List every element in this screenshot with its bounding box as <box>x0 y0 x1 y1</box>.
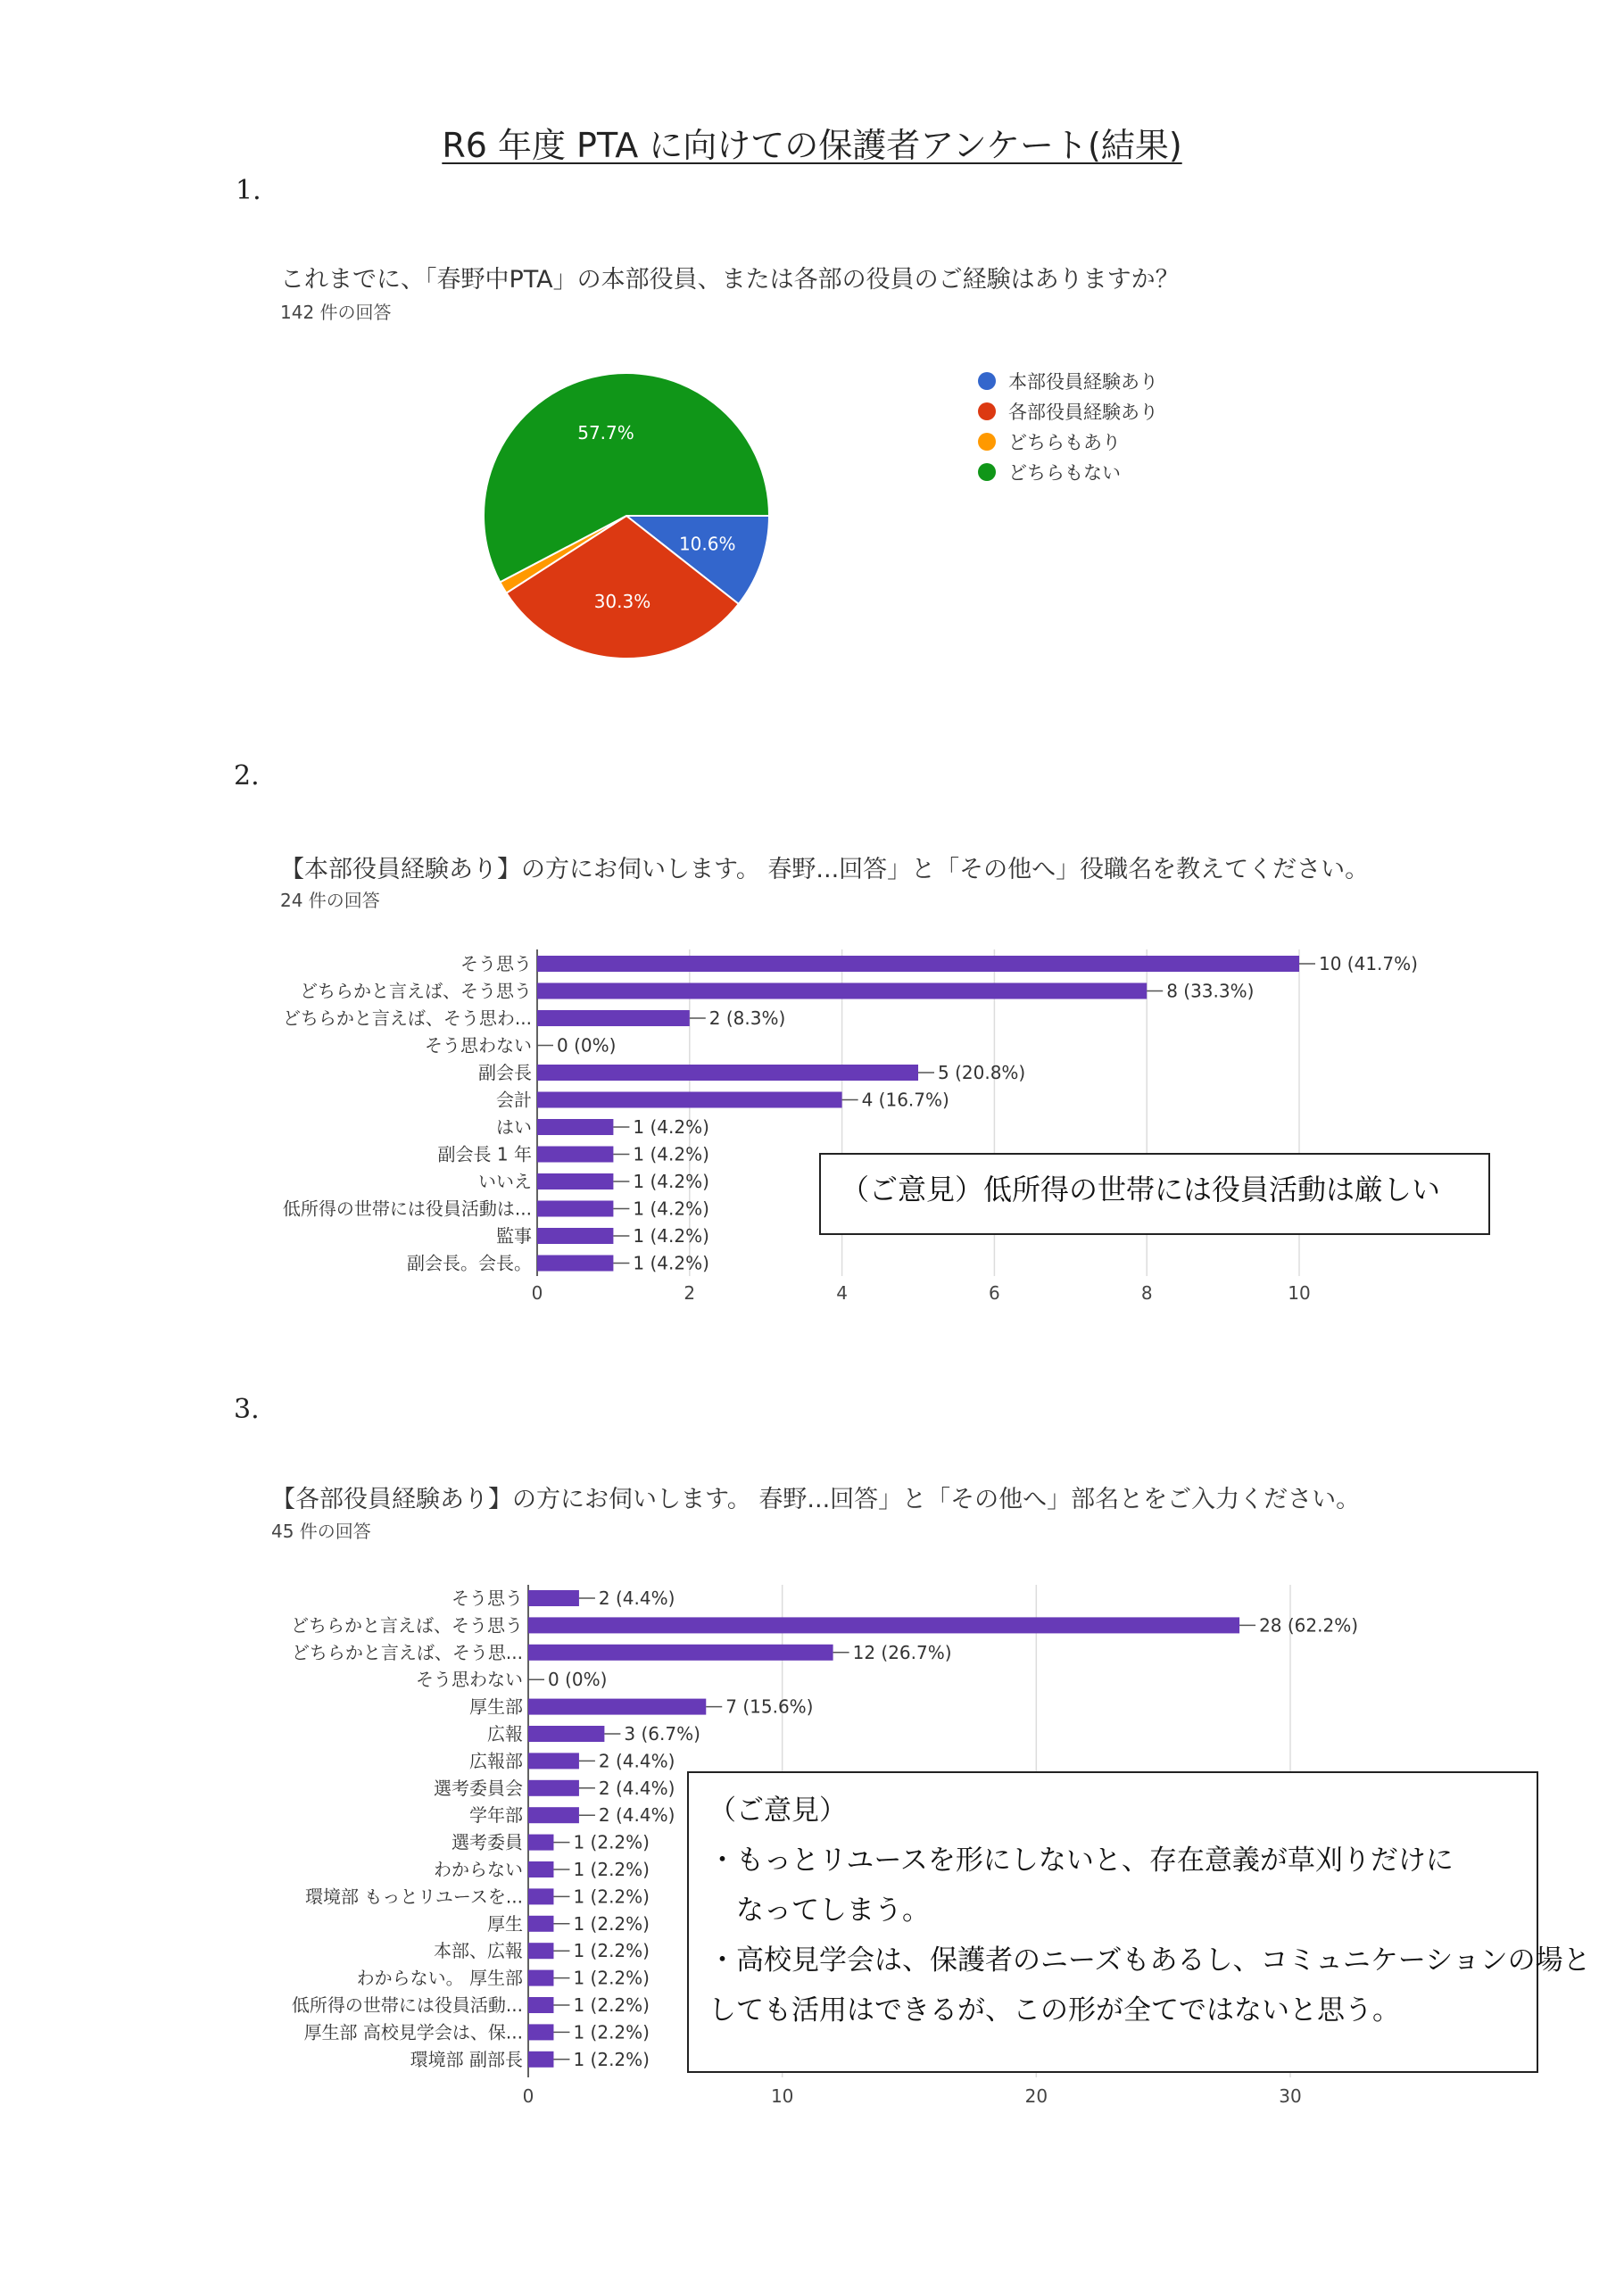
pie-chart <box>0 339 1624 714</box>
x-tick-label: 10 <box>770 2085 794 2106</box>
bar <box>528 1888 553 1904</box>
bar <box>528 2024 553 2040</box>
bar-data-label: 0 (0%) <box>548 1669 608 1691</box>
bar <box>528 1753 579 1769</box>
y-tick-label: 選考委員 <box>452 1831 523 1853</box>
bar <box>528 1835 553 1851</box>
y-tick-label: 環境部 副部長 <box>410 2048 523 2070</box>
bar <box>537 1065 918 1081</box>
question-2-response-count: 24 件の回答 <box>280 890 380 911</box>
y-tick-label: 本部、広報 <box>434 1940 523 1962</box>
bar-data-label: 4 (16.7%) <box>861 1089 949 1111</box>
question-1-title: これまでに、「春野中PTA」の本部役員、または各部の役員のご経験はありますか？ <box>280 266 1180 294</box>
pie-legend <box>978 366 1158 487</box>
pie-data-label: 30.3% <box>593 590 651 612</box>
bar <box>537 1228 613 1244</box>
bar <box>537 956 1299 972</box>
question-3-title: 【各部役員経験あり】の方にお伺いします。 春野...回答」と「その他へ」部名とをご入力ください。 <box>271 1486 1361 1513</box>
y-tick-label: どちらかと言えば、そう思... <box>291 1641 523 1663</box>
comment-box-question-3 <box>687 1771 1591 2073</box>
question-1-number: 1. <box>236 175 261 206</box>
bar-data-label: 1 (2.2%) <box>573 1912 650 1935</box>
bar <box>528 1726 604 1742</box>
y-tick-label: 広報部 <box>469 1750 523 1772</box>
comment-line: なってしまう。 <box>708 1894 930 1927</box>
y-tick-label: 選考委員会 <box>434 1777 523 1799</box>
bar-data-label: 28 (62.2%) <box>1259 1614 1359 1637</box>
y-tick-label: 低所得の世帯には役員活動... <box>291 1994 523 2016</box>
bar-data-label: 0 (0%) <box>557 1034 617 1057</box>
bar <box>528 1943 553 1959</box>
bar <box>528 1590 579 1606</box>
bar-data-label: 1 (4.2%) <box>633 1171 709 1192</box>
bar-data-label: 2 (4.4%) <box>598 1777 675 1799</box>
x-tick-label: 8 <box>1140 1282 1153 1304</box>
y-tick-label: わからない <box>434 1859 523 1880</box>
bar-chart-question-2 <box>0 919 1624 1312</box>
bar-data-label: 8 (33.3%) <box>1166 980 1255 1002</box>
bar <box>537 1173 613 1189</box>
bar-data-label: 1 (4.2%) <box>633 1198 709 1220</box>
bar-data-label: 2 (4.4%) <box>598 1750 675 1772</box>
y-tick-label: そう思わない <box>416 1669 523 1691</box>
bar-data-label: 1 (4.2%) <box>633 1116 709 1138</box>
bar-data-label: 2 (8.3%) <box>708 1007 786 1029</box>
y-tick-label: 広報 <box>487 1723 523 1745</box>
x-tick-label: 0 <box>522 2085 534 2106</box>
y-tick-label: いいえ <box>478 1171 532 1192</box>
y-tick-label: わからない。 厚生部 <box>356 1967 523 1989</box>
y-tick-label: 副会長。会長。 <box>407 1252 532 1274</box>
bar <box>528 1617 1239 1633</box>
bar <box>528 1780 579 1796</box>
y-tick-label: そう思う <box>460 953 532 974</box>
legend-swatch <box>978 433 996 451</box>
x-tick-label: 6 <box>989 1282 1000 1304</box>
legend-item <box>978 427 1158 457</box>
comment-line: ・もっとリユースを形にしないと、存在意義が草刈りだけに <box>708 1844 1454 1877</box>
bar <box>528 2051 553 2068</box>
comment-line: しても活用はできるが、この形が全てではないと思う。 <box>708 1994 1400 2027</box>
pie-data-label: 57.7% <box>577 421 634 443</box>
bar-data-label: 12 (26.7%) <box>852 1641 952 1663</box>
y-tick-label: そう思わない <box>425 1034 532 1057</box>
bar-data-label: 1 (2.2%) <box>573 2048 650 2070</box>
y-tick-label: 監事 <box>496 1225 532 1247</box>
legend-label: どちらもない <box>1008 462 1121 484</box>
bar-data-label: 5 (20.8%) <box>938 1062 1026 1083</box>
comment-line: （ご意見） <box>708 1795 847 1827</box>
question-2-title: 【本部役員経験あり】の方にお伺いします。 春野...回答」と「その他へ」役職名を教えてください。 <box>280 856 1370 883</box>
bar <box>528 1861 553 1877</box>
bar-data-label: 1 (4.2%) <box>633 1225 709 1247</box>
bar <box>528 1645 833 1661</box>
y-tick-label: 厚生部 <box>469 1695 523 1718</box>
bar <box>528 1970 553 1986</box>
bar-data-label: 1 (2.2%) <box>573 1994 650 2016</box>
x-tick-label: 30 <box>1279 2085 1302 2106</box>
bar <box>528 1916 553 1932</box>
legend-label: どちらもあり <box>1008 432 1121 453</box>
y-tick-label: 副会長 <box>478 1062 532 1083</box>
y-tick-label: 低所得の世帯には役員活動は... <box>282 1198 532 1220</box>
y-tick-label: 厚生部 高校見学会は、保... <box>303 2021 523 2043</box>
bar <box>537 1119 613 1135</box>
y-tick-label: 学年部 <box>469 1804 523 1827</box>
bar-data-label: 1 (4.2%) <box>633 1252 709 1274</box>
x-tick-label: 0 <box>531 1282 543 1304</box>
bar <box>537 983 1147 999</box>
bar-data-label: 3 (6.7%) <box>624 1723 700 1745</box>
bar-data-label: 2 (4.4%) <box>598 1804 675 1827</box>
x-tick-label: 20 <box>1024 2085 1048 2106</box>
bar-data-label: 2 (4.4%) <box>598 1587 675 1609</box>
y-tick-label: どちらかと言えば、そう思わ... <box>282 1007 532 1029</box>
bar <box>537 1092 842 1108</box>
bar-data-label: 1 (2.2%) <box>573 1940 650 1962</box>
y-tick-label: 会計 <box>496 1089 532 1111</box>
bar <box>537 1010 690 1026</box>
legend-label: 本部役員経験あり <box>1008 371 1158 393</box>
bar-data-label: 1 (4.2%) <box>633 1143 709 1165</box>
bar <box>537 1147 613 1163</box>
x-tick-label: 4 <box>836 1282 848 1304</box>
question-3-response-count: 45 件の回答 <box>271 1521 371 1542</box>
comment-box-question-2 <box>819 1153 1490 1235</box>
bar-data-label: 7 (15.6%) <box>725 1695 814 1718</box>
y-tick-label: どちらかと言えば、そう思う <box>300 980 532 1002</box>
bar <box>528 1699 706 1715</box>
y-tick-label: 副会長 1 年 <box>437 1143 532 1165</box>
legend-item <box>978 366 1158 396</box>
legend-swatch <box>978 463 996 481</box>
legend-swatch <box>978 402 996 420</box>
x-tick-label: 2 <box>684 1282 696 1304</box>
y-tick-label: そう思う <box>452 1587 523 1609</box>
legend-item <box>978 396 1158 427</box>
bar-data-label: 1 (2.2%) <box>573 2021 650 2043</box>
legend-swatch <box>978 372 996 390</box>
pie-data-label: 10.6% <box>678 533 736 555</box>
comment-text: （ご意見）低所得の世帯には役員活動は厳しい <box>841 1173 1441 1206</box>
bar <box>537 1201 613 1217</box>
document-title: R6 年度 PTA に向けての保護者アンケート(結果) <box>442 126 1182 165</box>
bar-data-label: 1 (2.2%) <box>573 1859 650 1880</box>
legend-label: 各部役員経験あり <box>1008 402 1158 423</box>
question-3-number: 3. <box>234 1394 260 1425</box>
bar-data-label: 1 (2.2%) <box>573 1831 650 1853</box>
comment-line: ・高校見学会は、保護者のニーズもあるし、コミュニケーションの場と <box>708 1944 1591 1977</box>
y-tick-label: 厚生 <box>487 1912 523 1935</box>
bar <box>528 1997 553 2013</box>
bar <box>537 1256 613 1272</box>
x-tick-label: 10 <box>1288 1282 1311 1304</box>
question-2-number: 2. <box>234 760 260 792</box>
bar-data-label: 1 (2.2%) <box>573 1967 650 1989</box>
bar-data-label: 1 (2.2%) <box>573 1886 650 1908</box>
y-tick-label: どちらかと言えば、そう思う <box>291 1614 523 1637</box>
bar <box>528 1807 579 1823</box>
y-tick-label: 環境部 もっとリユースを... <box>304 1886 523 1908</box>
y-tick-label: はい <box>496 1116 532 1138</box>
legend-item <box>978 457 1158 487</box>
bar-data-label: 10 (41.7%) <box>1319 953 1418 974</box>
question-1-response-count: 142 件の回答 <box>280 302 392 323</box>
